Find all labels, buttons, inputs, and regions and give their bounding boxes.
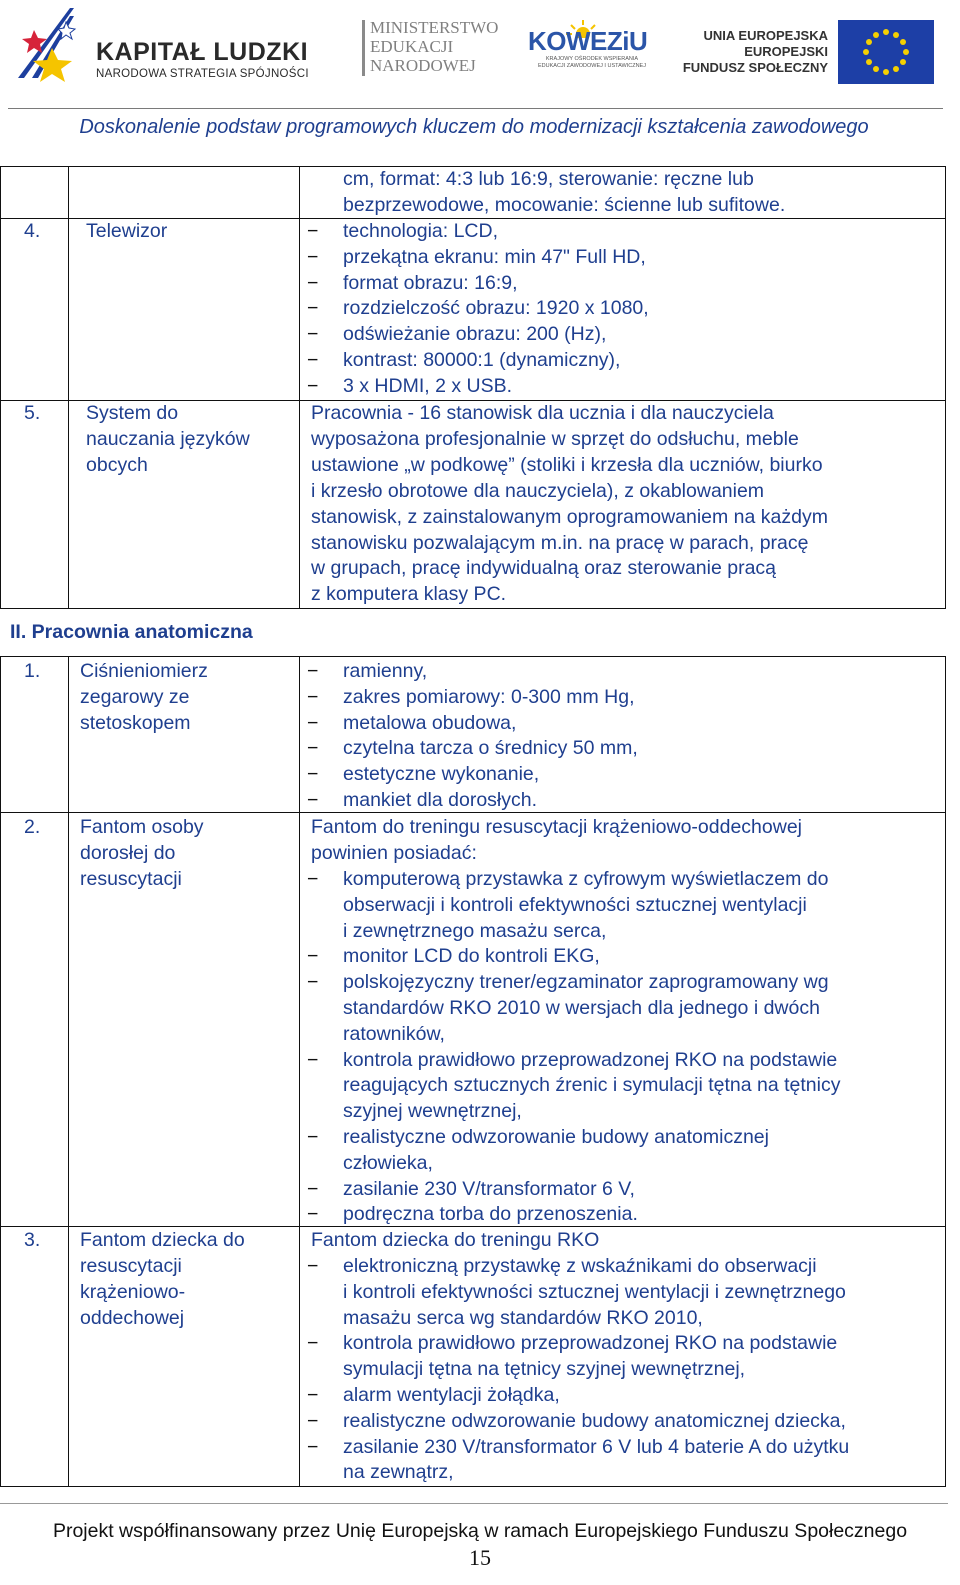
- description-line: wyposażona profesjonalnie w sprzęt do odsłuchu, meble: [311, 428, 799, 450]
- item-name-line: zegarowy ze: [80, 686, 190, 708]
- item-name-line: obcych: [86, 454, 148, 476]
- list-item: − czytelna tarcza o średnicy 50 mm,: [299, 736, 638, 762]
- spec-list: [299, 219, 649, 400]
- description-line: ustawione „w podkowę” (stoliki i krzesła dla uczniów, biurko: [311, 454, 823, 476]
- list-item: − monitor LCD do kontroli EKG,: [299, 944, 840, 970]
- intro-line: powinien posiadać:: [311, 842, 477, 864]
- description-line: i krzesło obrotowe dla nauczyciela), z okablowaniem: [311, 480, 765, 502]
- list-item: − mankiet dla dorosłych.: [299, 788, 638, 814]
- list-item: − polskojęzyczny trener/egzaminator zaprogramowany wg standardów RKO 2010 w wersjach dla jednego i dwóch ratowników,: [299, 970, 840, 1047]
- row-number: 3.: [24, 1229, 41, 1251]
- header-divider: [8, 108, 943, 109]
- item-name-line: oddechowej: [80, 1307, 185, 1329]
- list-item: − kontrola prawidłowo przeprowadzonej RKO na podstawie symulacji tętna na tętnicy szyjnej wewnętrznej,: [299, 1331, 849, 1383]
- item-name-line: stetoskopem: [80, 712, 191, 734]
- ue-line-1: UNIA EUROPEJSKA: [703, 28, 828, 43]
- description-line: Pracownia - 16 stanowisk dla ucznia i dla nauczyciela: [311, 402, 774, 424]
- list-item: − realistyczne odwzorowanie budowy anatomicznej człowieka,: [299, 1125, 840, 1177]
- list-item: − estetyczne wykonanie,: [299, 762, 638, 788]
- kowezu-title: KOWEZiU: [528, 26, 648, 56]
- row-number: 4.: [24, 220, 41, 242]
- men-line-2: EDUKACJI: [370, 37, 454, 56]
- list-item: − kontrast: 80000:1 (dynamiczny),: [299, 348, 649, 374]
- item-name-line: Fantom osoby: [80, 816, 204, 838]
- row-number: 5.: [24, 402, 41, 424]
- men-logo-bar: [362, 20, 365, 76]
- table-border-left: [0, 656, 1, 1486]
- list-item: − ramienny,: [299, 659, 638, 685]
- kapital-ludzki-subtitle: NARODOWA STRATEGIA SPÓJNOŚCI: [96, 68, 309, 80]
- row-number: 1.: [24, 660, 41, 682]
- description-line: stanowisk, z zainstalowanym oprogramowaniem na każdym: [311, 506, 828, 528]
- spec-list: [299, 867, 840, 1228]
- item-name-line: Fantom dziecka do: [80, 1229, 245, 1251]
- intro-line: Fantom do treningu resuscytacji krążeniowo-oddechowej: [311, 816, 803, 838]
- list-item: − technologia: LCD,: [299, 219, 649, 245]
- table-border-right: [945, 166, 946, 608]
- footer-divider: [0, 1503, 948, 1504]
- men-logo: [362, 18, 507, 78]
- list-item: − 3 x HDMI, 2 x USB.: [299, 374, 649, 400]
- item-name: Telewizor: [86, 220, 168, 242]
- intro-line: Fantom dziecka do treningu RKO: [311, 1229, 600, 1251]
- column-divider: [68, 656, 69, 1486]
- list-item: − podręczna torba do przenoszenia.: [299, 1202, 840, 1228]
- page-number: 15: [469, 1545, 491, 1570]
- column-divider: [68, 166, 69, 608]
- men-line-1: MINISTERSTWO: [370, 18, 499, 37]
- kapital-ludzki-emblem-icon: [12, 8, 92, 84]
- table-border-left: [0, 166, 1, 608]
- list-item: − elektroniczną przystawkę z wskaźnikami do obserwacji i kontroli efektywności sztucznej wentylacji i zewnętrznego masażu serca wg standardów RKO 2010,: [299, 1254, 849, 1331]
- men-line-3: NARODOWEJ: [370, 56, 476, 75]
- list-item: − format obrazu: 16:9,: [299, 271, 649, 297]
- row-number: 2.: [24, 816, 41, 838]
- description-line: z komputera klasy PC.: [311, 583, 507, 605]
- kowezu-logo: [520, 20, 650, 76]
- list-item: − przekątna ekranu: min 47" Full HD,: [299, 245, 649, 271]
- description-line: stanowisku pozwalającym m.in. na pracę w parach, pracę: [311, 532, 809, 554]
- row3-continued-line: bezprzewodowe, mocowanie: ścienne lub sufitowe.: [343, 194, 786, 216]
- section-heading: II. Pracownia anatomiczna: [10, 621, 253, 643]
- footer-text: Projekt współfinansowany przez Unię Europejską w ramach Europejskiego Funduszu Społecznego: [52, 1520, 908, 1542]
- list-item: − realistyczne odwzorowanie budowy anatomicznej dziecka,: [299, 1409, 849, 1435]
- description-line: w grupach, pracę indywidualną oraz sterowanie pracą: [311, 557, 777, 579]
- spec-list: [299, 659, 638, 814]
- item-name-line: krążeniowo-: [80, 1281, 186, 1303]
- header-tagline: Doskonalenie podstaw programowych kluczem do modernizacji kształcenia zawodowego: [79, 116, 869, 138]
- ue-logo: [682, 18, 940, 84]
- list-item: − zasilanie 230 V/transformator 6 V,: [299, 1177, 840, 1203]
- list-item: − zasilanie 230 V/transformator 6 V lub 4 baterie A do użytku na zewnątrz,: [299, 1435, 849, 1487]
- item-name-line: System do: [86, 402, 179, 424]
- spec-list: [299, 1254, 849, 1486]
- list-item: − zakres pomiarowy: 0-300 mm Hg,: [299, 685, 638, 711]
- item-name-line: resuscytacji: [80, 868, 182, 890]
- kapital-ludzki-title: KAPITAŁ LUDZKI: [96, 38, 309, 66]
- kapital-ludzki-logo: [8, 4, 318, 86]
- ue-line-3: FUNDUSZ SPOŁECZNY: [682, 60, 828, 75]
- list-item: − metalowa obudowa,: [299, 711, 638, 737]
- table-border-right: [945, 656, 946, 1486]
- row3-continued-line: cm, format: 4:3 lub 16:9, sterowanie: ręczne lub: [343, 168, 754, 190]
- row-divider: [0, 656, 946, 657]
- list-item: − kontrola prawidłowo przeprowadzonej RKO na podstawie reagujących sztucznych źrenic i symulacji tętna na tętnicy szyjnej wewnętrznej,: [299, 1048, 840, 1125]
- kowezu-subtitle: KRAJOWY OŚRODEK WSPIERANIA EDUKACJI ZAWODOWEJ I USTAWICZNEJ: [538, 56, 646, 69]
- list-item: − alarm wentylacji żołądka,: [299, 1383, 849, 1409]
- list-item: − odświeżanie obrazu: 200 (Hz),: [299, 322, 649, 348]
- list-item: − rozdzielczość obrazu: 1920 x 1080,: [299, 296, 649, 322]
- item-name-line: resuscytacji: [80, 1255, 182, 1277]
- item-name-line: nauczania języków: [86, 428, 250, 450]
- item-name-line: dorosłej do: [80, 842, 176, 864]
- item-name-line: Ciśnieniomierz: [80, 660, 208, 682]
- row-divider: [0, 608, 946, 609]
- eu-flag-icon: [838, 20, 934, 84]
- ue-line-2: EUROPEJSKI: [744, 44, 828, 59]
- list-item: − komputerową przystawka z cyfrowym wyświetlaczem do obserwacji i kontroli efektywności sztucznej wentylacji i zewnętrznego masażu serca,: [299, 867, 840, 944]
